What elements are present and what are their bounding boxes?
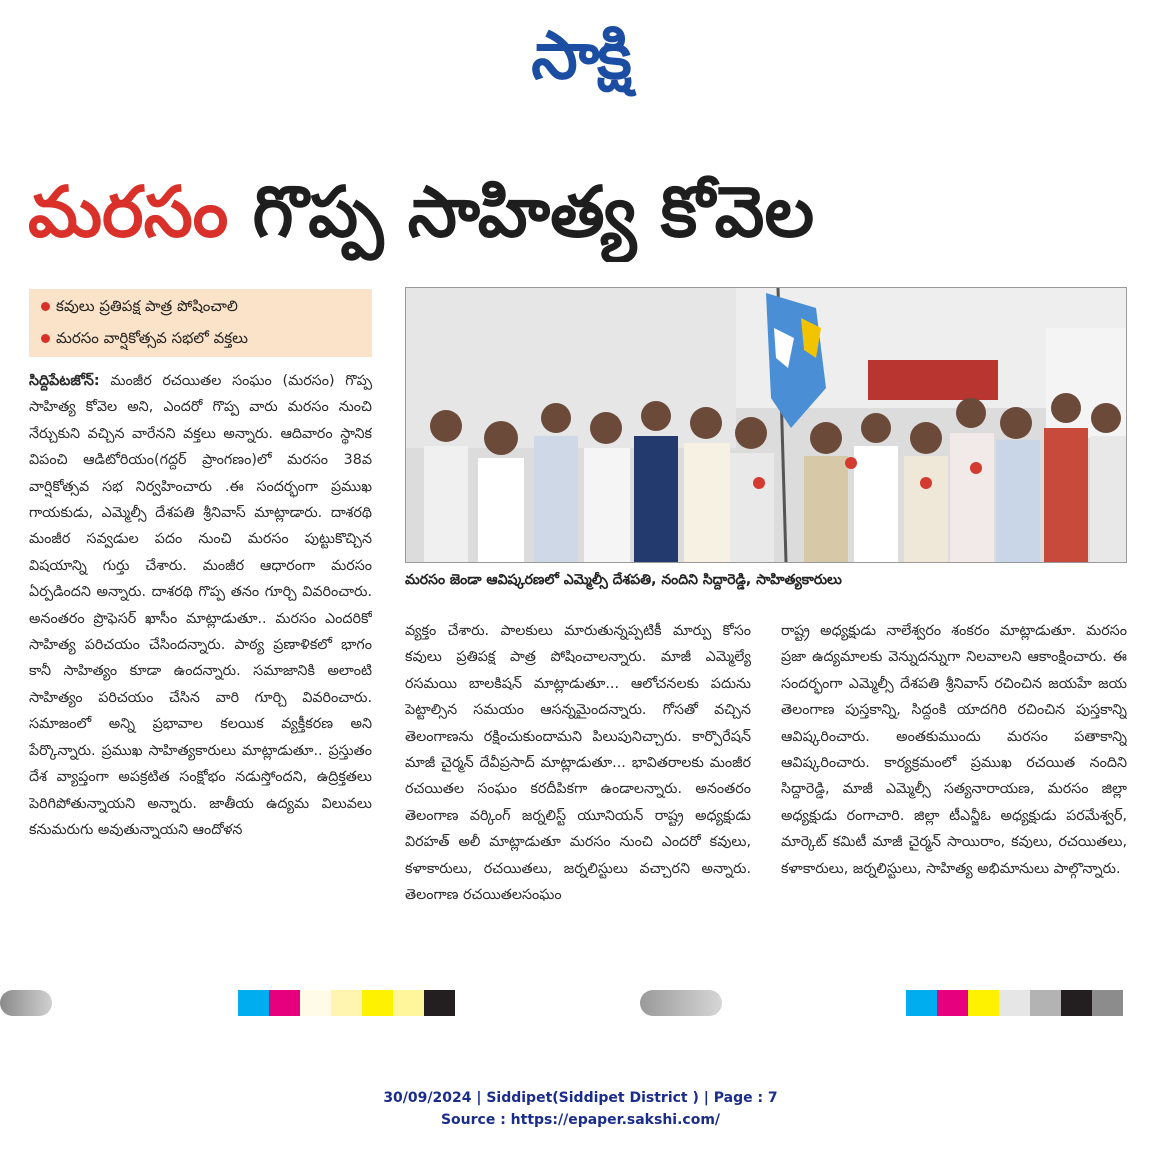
color-swatch bbox=[362, 990, 393, 1016]
color-strip-right bbox=[906, 990, 1123, 1016]
color-swatch bbox=[238, 990, 269, 1016]
color-swatch bbox=[1030, 990, 1061, 1016]
color-swatch bbox=[331, 990, 362, 1016]
color-swatch bbox=[1061, 990, 1092, 1016]
color-swatch bbox=[906, 990, 937, 1016]
event-photo bbox=[405, 287, 1127, 563]
photo-caption: మరసం జెండా ఆవిష్కరణలో ఎమ్మెల్సీ దేశపతి, నందిని సిద్దారెడ్డి, సాహిత్యకారులు bbox=[405, 572, 842, 588]
article-column-1 bbox=[29, 368, 372, 968]
color-swatch bbox=[269, 990, 300, 1016]
color-swatch bbox=[393, 990, 424, 1016]
article-column-2 bbox=[405, 618, 751, 970]
headline-highlight: మరసం bbox=[28, 171, 229, 253]
registration-mark-center bbox=[640, 990, 722, 1016]
bullet-icon bbox=[41, 302, 50, 311]
subhead-1-text: కవులు ప్రతిపక్ష పాత్ర పోషించాలి bbox=[56, 297, 238, 315]
subhead-2-text: మరసం వార్షికోత్సవ సభలో వక్తలు bbox=[56, 329, 248, 347]
article-text-2: వ్యక్తం చేశారు. పాలకులు మారుతున్నప్పటికీ మార్పు కోసం కవులు ప్రతిపక్ష పాత్ర పోషించాలన్నారు. మాజీ ఎమ్మెల్యే రసమయి బాలకిషన్ మాట్లాడుతూ... ఆలోచనలకు పదును పెట్టాల్సిన సమయం ఆసన్నమైందన్నారు. గోసతో వచ్చిన తెలంగాణను రక్షించుకుందామని పిలుపునిచ్చారు. కార్పొరేషన్ మాజీ చైర్మన్ దేవీప్రసాద్ మాట్లాడుతూ... భావితరాలకు మంజీర రచయితల సంఘం కరదీపికగా ఉండాలన్నారు. అనంతరం తెలంగాణ వర్కింగ్ జర్నలిస్ట్ యూనియన్ రాష్ట్ర అధ్యక్షుడు విరహత్ అలీ మాట్లాడుతూ మరసం నుంచి ఎందరో కవులు, కళాకారులు, రచయితలు, జర్నలిస్టులు వచ్చారని అన్నారు. తెలంగాణ రచయితలసంఘం bbox=[405, 623, 751, 904]
color-strip-left bbox=[238, 990, 455, 1016]
bullet-icon bbox=[41, 334, 50, 343]
subhead-2 bbox=[41, 327, 248, 349]
color-swatch bbox=[968, 990, 999, 1016]
sakshi-logo: సాక్షి bbox=[531, 17, 630, 94]
dateline: సిద్దిపేటజోన్: bbox=[29, 373, 100, 389]
color-swatch bbox=[999, 990, 1030, 1016]
article-text-1: మంజీర రచయితల సంఘం (మరసం) గొప్ప సాహిత్య కోవెల అని, ఎందరో గొప్ప వారు మరసం నుంచి నేర్చుకుని వచ్చిన వారేనని వక్తలు అన్నారు. ఆదివారం స్థానిక విపంచి ఆడిటోరియం(గద్దర్ ప్రాంగణం)లో మరసం 38వ వార్షికోత్సవ సభ నిర్వహించారు .ఈ సందర్భంగా ప్రముఖ గాయకుడు, ఎమ్మెల్సీ దేశపతి శ్రీనివాస్ మాట్లాడారు. దాశరథి మంజీర సవ్వడుల పదం నుంచి మరసం పుట్టుకొచ్చిన విషయాన్ని గుర్తు చేశారు. మంజీర ఆధారంగా మరసం ఏర్పడిందని అన్నారు. దాశరథి గొప్ప తనం గూర్చి వివరించారు. అనంతరం ప్రొఫెసర్ ఖాసీం మాట్లాడుతూ.. మరసం ఎందరికో సాహిత్య పరిచయం చేసిందన్నారు. పాఠ్య ప్రణాళికలో భాగం కానీ సాహిత్యం కూడా ఉందన్నారు. సమాజానికి అలాంటి సాహిత్యం పరిచయం చేసిన వారి గూర్చి వివరించారు. సమాజంలో అన్ని ప్రభావాల కలయిక వ్యక్తీకరణ అని పేర్కొన్నారు. ప్రముఖ సాహిత్యకారులు మాట్లాడుతూ.. ప్రస్తుతం దేశ వ్యాప్తంగా అపక్రటిత సంక్షోభం నడుస్తోందని, ఉద్రిక్తతలు పెరిగిపోతున్నాయని అన్నారు. జాతీయ ఉద్యమ విలువలు కనుమరుగు అవుతున్నాయని ఆందోళన bbox=[29, 373, 372, 838]
subhead-1 bbox=[41, 295, 238, 317]
headline bbox=[28, 162, 1128, 262]
color-swatch bbox=[424, 990, 455, 1016]
headline-main: గొప్ప సాహిత్య కోవెల bbox=[252, 171, 815, 253]
color-swatch bbox=[937, 990, 968, 1016]
registration-mark-left bbox=[0, 990, 52, 1016]
color-swatch bbox=[300, 990, 331, 1016]
article-text-3: రాష్ట్ర అధ్యక్షుడు నాలేశ్వరం శంకరం మాట్లాడుతూ. మరసం ప్రజా ఉద్యమాలకు వెన్నుదన్నుగా నిలవాలని ఆకాంక్షించారు. ఈ సందర్భంగా ఎమ్మెల్సీ దేశపతి శ్రీనివాస్ రచించిన జయహే జయ తెలంగాణ పుస్తకాన్ని, సిద్దంకి యాదగిరి రచించిన పుస్తకాన్ని ఆవిష్కరించారు. అంతకుముందు మరసం పతాకాన్ని ఆవిష్కరించారు. కార్యక్రమంలో ప్రముఖ రచయిత నందిని సిద్దారెడ్డి, మాజీ ఎమ్మెల్సీ సత్యనారాయణ, మరసం జిల్లా అధ్యక్షుడు రంగాచారి. జిల్లా టీఎన్జీఓ అధ్యక్షుడు పరమేశ్వర్, మార్కెట్ కమిటీ మాజీ చైర్మన్ సాయిరాం, కవులు, రచయితలు, కళాకారులు, జర్నలిస్టులు, సాహిత్య అభిమానులు పాల్గొన్నారు. bbox=[781, 623, 1127, 877]
subheads-box bbox=[29, 289, 372, 357]
article-column-3 bbox=[781, 618, 1127, 970]
flag-hoisting-photo bbox=[406, 288, 1126, 562]
color-swatch bbox=[1092, 990, 1123, 1016]
footer-date-line: 30/09/2024 | Siddipet(Siddipet District ) | Page : 7 bbox=[383, 1090, 778, 1106]
footer-source-line: Source : https://epaper.sakshi.com/ bbox=[440, 1112, 721, 1128]
